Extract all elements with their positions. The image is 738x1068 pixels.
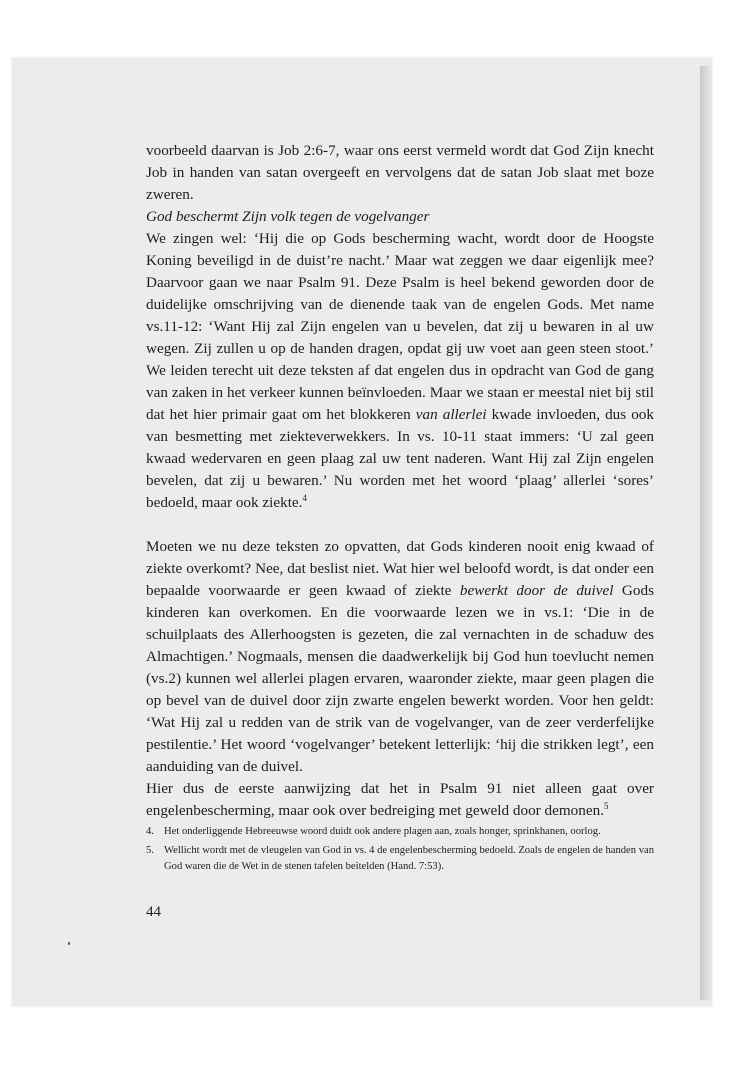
footnote-number: 4. xyxy=(146,826,154,837)
page-number: 44 xyxy=(146,904,161,920)
footnote-ref-5[interactable]: 5 xyxy=(604,800,609,811)
footnote-text: Het onderliggende Hebreeuwse woord duidt ook andere plagen aan, zoals honger, sprinkhanen, oorlog. xyxy=(164,826,601,837)
paragraph-psalm-91 xyxy=(146,228,654,514)
footnote-text: Wellicht wordt met de vleugelen van God in vs. 4 de engelenbescherming bedoeld. Zoals de engelen de handen van God waren die de Wet in de stenen tafelen beitelden (Hand. 7:53). xyxy=(164,845,654,872)
paragraph-condition xyxy=(146,536,654,778)
footnote-number: 5. xyxy=(146,845,154,856)
paragraph-conclusion xyxy=(146,778,654,822)
paragraph-3-emphasis: bewerkt door de duivel xyxy=(459,582,614,599)
opening-paragraph: voorbeeld daarvan is Job 2:6-7, waar ons eerst vermeld wordt dat God Zijn knecht Job in handen van satan overgeeft en vervolgens dat de satan Job slaat met boze zweren. xyxy=(146,142,654,203)
paragraph-3-text-1: Moeten we nu deze teksten zo opvatten, dat Gods kinderen nooit enig kwaad of ziekte overkomt? Nee, dat beslist niet. Wat hier wel beloofd wordt, is dat onder een bepaalde voorwaarde er geen kwaad of ziekte xyxy=(146,538,654,599)
paragraph-2-text-2: kwade invloeden, dus ook van besmetting met ziekteverwekkers. In vs. 10-11 staat immers: ‘U zal geen kwaad wedervaren en geen plaag zal uw tent naderen. Want Hij zal Zijn engelen bevelen, dat zij u bewaren.’ Nu worden met het woord ‘plaag’ allerlei ‘sores’ bedoeld, maar ook ziekte. xyxy=(146,406,654,511)
paragraph-4-text: Hier dus de eerste aanwijzing dat het in Psalm 91 niet alleen gaat over engelenbescherming, maar ook over bedreiging met geweld door demonen. xyxy=(146,780,654,819)
footnote-item xyxy=(146,824,654,840)
footnote-ref-4[interactable]: 4 xyxy=(302,492,307,503)
scan-speck xyxy=(68,942,70,945)
paragraph-2-text-1: We zingen wel: ‘Hij die op Gods bescherming wacht, wordt door de Hoogste Koning beveiligd in de duist’re nacht.’ Maar wat zeggen we daar eigenlijk mee? Daarvoor gaan we naar Psalm 91. Deze Psalm is heel bekend geworden door de duidelijke omschrijving van de dienende taak van de engelen Gods. Met name vs.11-12: ‘Want Hij zal Zijn engelen van u bevelen, dat zij u bewaren in al uw wegen. Zij zullen u op de handen dragen, opdat gij uw voet aan geen steen stoot.’ We leiden terecht uit deze teksten af dat engelen dus in opdracht van God de gang van zaken in het verkeer kunnen beïnvloeden. Maar we staan er meestal niet bij stil dat het hier primair gaat om het blokkeren xyxy=(146,230,654,423)
paragraph-3-text-2: Gods kinderen kan overkomen. En die voorwaarde lezen we in vs.1: ‘Die in de schuilplaats des Allerhoogsten is gezeten, die zal vernachten in de schaduw des Almachtigen.’ Nogmaals, mensen die daadwerkelijk bij God hun toevlucht nemen (vs.2) kunnen wel allerlei plagen ervaren, waaronder ziekte, maar geen plagen die op bevel van de duivel door zijn zwarte engelen bewerkt worden. Voor hen geldt: ‘Wat Hij zal u redden van de strik van de vogelvanger, van de zeer verderfelijke pestilentie.’ Het woord ‘vogelvanger’ betekent letterlijk: ‘hij die strikken legt’, een aanduiding van de duivel. xyxy=(146,582,654,775)
footnote-item xyxy=(146,843,654,875)
section-heading: God beschermt Zijn volk tegen de vogelvanger xyxy=(146,208,430,225)
page-edge-shadow xyxy=(700,66,712,1000)
footnotes xyxy=(146,824,654,878)
paragraph-2-emphasis: van allerlei xyxy=(415,406,487,423)
main-text xyxy=(146,140,654,822)
